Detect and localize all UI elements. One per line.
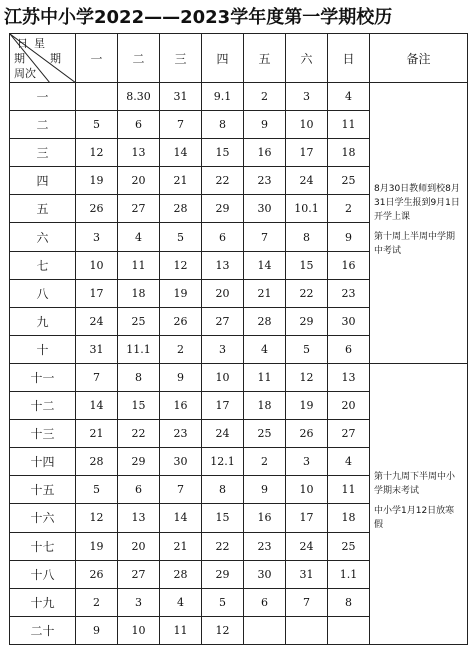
date-cell: 3 — [286, 83, 328, 111]
date-cell: 19 — [160, 279, 202, 307]
date-cell: 6 — [118, 111, 160, 139]
day-header-mon: 一 — [76, 34, 118, 83]
date-cell: 23 — [160, 420, 202, 448]
date-cell: 28 — [76, 448, 118, 476]
date-cell: 20 — [118, 167, 160, 195]
day-header-sat: 六 — [286, 34, 328, 83]
date-cell: 27 — [118, 195, 160, 223]
date-cell: 14 — [160, 139, 202, 167]
date-cell: 28 — [160, 560, 202, 588]
note-text: 中小学1月12日放寒假 — [374, 505, 455, 530]
date-cell: 5 — [202, 588, 244, 616]
date-cell: 11 — [244, 363, 286, 391]
date-cell: 16 — [160, 392, 202, 420]
date-cell: 7 — [160, 476, 202, 504]
day-header-thu: 四 — [202, 34, 244, 83]
week-number-cell: 五 — [10, 195, 76, 223]
corner-label-xing: 星 — [34, 37, 45, 50]
date-cell: 17 — [202, 392, 244, 420]
date-cell: 25 — [118, 307, 160, 335]
date-cell: 26 — [160, 307, 202, 335]
week-number-cell: 三 — [10, 139, 76, 167]
date-cell: 9 — [76, 616, 118, 644]
corner-label-ri: 日 — [17, 37, 28, 50]
date-cell: 7 — [160, 111, 202, 139]
date-cell: 13 — [328, 363, 370, 391]
date-cell: 11 — [328, 111, 370, 139]
corner-label-qi: 期 — [14, 52, 25, 65]
date-cell: 22 — [202, 532, 244, 560]
notes-cell-upper — [370, 83, 468, 364]
date-cell: 31 — [76, 335, 118, 363]
week-number-cell: 十 — [10, 335, 76, 363]
date-cell: 30 — [244, 560, 286, 588]
date-cell — [76, 83, 118, 111]
header-row — [10, 34, 468, 83]
note-text: 第十周上半周中学期中考试 — [374, 231, 456, 256]
week-number-cell: 四 — [10, 167, 76, 195]
date-cell: 17 — [286, 504, 328, 532]
week-number-cell: 十一 — [10, 363, 76, 391]
date-cell: 26 — [286, 420, 328, 448]
date-cell: 17 — [76, 279, 118, 307]
date-cell: 10 — [76, 251, 118, 279]
date-cell: 12 — [286, 363, 328, 391]
date-cell: 30 — [160, 448, 202, 476]
date-cell: 31 — [286, 560, 328, 588]
date-cell: 16 — [328, 251, 370, 279]
date-cell: 8 — [286, 223, 328, 251]
day-header-wed: 三 — [160, 34, 202, 83]
date-cell: 17 — [286, 139, 328, 167]
date-cell: 25 — [328, 167, 370, 195]
date-cell: 10 — [286, 111, 328, 139]
date-cell: 30 — [244, 195, 286, 223]
date-cell: 18 — [244, 392, 286, 420]
date-cell: 29 — [118, 448, 160, 476]
date-cell: 8 — [202, 111, 244, 139]
date-cell: 8 — [202, 476, 244, 504]
date-cell: 22 — [202, 167, 244, 195]
date-cell: 18 — [118, 279, 160, 307]
date-cell: 13 — [118, 504, 160, 532]
date-cell: 10 — [118, 616, 160, 644]
week-number-cell: 二 — [10, 111, 76, 139]
date-cell: 12 — [76, 139, 118, 167]
day-header-sun: 日 — [328, 34, 370, 83]
date-cell: 27 — [118, 560, 160, 588]
date-cell: 29 — [202, 195, 244, 223]
date-cell: 19 — [286, 392, 328, 420]
note-text: 8月30日教师到校8月31日学生报到9月1日开学上课 — [374, 183, 460, 222]
date-cell: 3 — [286, 448, 328, 476]
date-cell: 11 — [118, 251, 160, 279]
date-cell — [244, 616, 286, 644]
corner-label-zhouci: 周次 — [14, 67, 36, 80]
week-number-cell: 九 — [10, 307, 76, 335]
date-cell: 4 — [244, 335, 286, 363]
date-cell: 3 — [76, 223, 118, 251]
date-cell: 12 — [202, 616, 244, 644]
date-cell: 12 — [76, 504, 118, 532]
day-header-tue: 二 — [118, 34, 160, 83]
week-number-cell: 一 — [10, 83, 76, 111]
date-cell: 2 — [244, 448, 286, 476]
date-cell: 16 — [244, 139, 286, 167]
date-cell: 15 — [202, 139, 244, 167]
date-cell: 16 — [244, 504, 286, 532]
corner-label-qi: 期 — [50, 52, 61, 65]
date-cell: 28 — [160, 195, 202, 223]
notes-header: 备注 — [370, 34, 468, 83]
date-cell: 3 — [202, 335, 244, 363]
date-cell: 20 — [202, 279, 244, 307]
date-cell: 4 — [118, 223, 160, 251]
week-number-cell: 十四 — [10, 448, 76, 476]
date-cell: 2 — [244, 83, 286, 111]
date-cell: 2 — [160, 335, 202, 363]
date-cell: 6 — [118, 476, 160, 504]
date-cell: 15 — [286, 251, 328, 279]
date-cell: 21 — [160, 532, 202, 560]
date-cell: 24 — [202, 420, 244, 448]
date-cell: 1.1 — [328, 560, 370, 588]
date-cell: 8.30 — [118, 83, 160, 111]
date-cell: 24 — [286, 167, 328, 195]
school-calendar-table — [9, 33, 468, 645]
date-cell: 29 — [286, 307, 328, 335]
week-number-cell: 十七 — [10, 532, 76, 560]
date-cell: 13 — [202, 251, 244, 279]
date-cell: 13 — [118, 139, 160, 167]
date-cell: 7 — [76, 363, 118, 391]
date-cell: 5 — [286, 335, 328, 363]
date-cell: 12.1 — [202, 448, 244, 476]
date-cell: 5 — [160, 223, 202, 251]
date-cell: 10 — [202, 363, 244, 391]
date-cell: 9 — [328, 223, 370, 251]
date-cell: 31 — [160, 83, 202, 111]
date-cell: 18 — [328, 139, 370, 167]
date-cell: 23 — [244, 532, 286, 560]
corner-header-cell — [10, 34, 76, 83]
date-cell: 9 — [244, 111, 286, 139]
note-text: 第十九周下半周中小学期末考试 — [374, 471, 456, 496]
date-cell: 27 — [328, 420, 370, 448]
date-cell: 14 — [244, 251, 286, 279]
date-cell: 9 — [244, 476, 286, 504]
date-cell: 7 — [286, 588, 328, 616]
date-cell — [286, 616, 328, 644]
date-cell: 22 — [118, 420, 160, 448]
date-cell: 14 — [76, 392, 118, 420]
table-row — [10, 363, 468, 391]
date-cell: 29 — [202, 560, 244, 588]
date-cell: 10 — [286, 476, 328, 504]
date-cell: 8 — [328, 588, 370, 616]
date-cell: 22 — [286, 279, 328, 307]
date-cell: 21 — [160, 167, 202, 195]
week-number-cell: 六 — [10, 223, 76, 251]
date-cell: 8 — [118, 363, 160, 391]
date-cell: 25 — [244, 420, 286, 448]
week-number-cell: 十八 — [10, 560, 76, 588]
date-cell: 15 — [202, 504, 244, 532]
date-cell: 21 — [244, 279, 286, 307]
page-title: 江苏中小学2022——2023学年度第一学期校历 — [4, 7, 393, 28]
date-cell: 4 — [160, 588, 202, 616]
week-number-cell: 八 — [10, 279, 76, 307]
date-cell: 23 — [328, 279, 370, 307]
week-number-cell: 十二 — [10, 392, 76, 420]
date-cell: 26 — [76, 560, 118, 588]
date-cell: 18 — [328, 504, 370, 532]
date-cell: 2 — [328, 195, 370, 223]
date-cell: 27 — [202, 307, 244, 335]
date-cell: 19 — [76, 167, 118, 195]
date-cell: 20 — [328, 392, 370, 420]
date-cell: 25 — [328, 532, 370, 560]
date-cell: 26 — [76, 195, 118, 223]
date-cell: 2 — [76, 588, 118, 616]
date-cell: 5 — [76, 476, 118, 504]
week-number-cell: 十五 — [10, 476, 76, 504]
date-cell: 11 — [328, 476, 370, 504]
date-cell: 14 — [160, 504, 202, 532]
date-cell — [328, 616, 370, 644]
week-number-cell: 二十 — [10, 616, 76, 644]
date-cell: 5 — [76, 111, 118, 139]
week-number-cell: 七 — [10, 251, 76, 279]
week-number-cell: 十三 — [10, 420, 76, 448]
date-cell: 6 — [328, 335, 370, 363]
date-cell: 4 — [328, 448, 370, 476]
date-cell: 28 — [244, 307, 286, 335]
date-cell: 9.1 — [202, 83, 244, 111]
date-cell: 6 — [244, 588, 286, 616]
date-cell: 21 — [76, 420, 118, 448]
notes-cell-lower — [370, 363, 468, 644]
date-cell: 30 — [328, 307, 370, 335]
date-cell: 19 — [76, 532, 118, 560]
week-number-cell: 十九 — [10, 588, 76, 616]
date-cell: 7 — [244, 223, 286, 251]
date-cell: 11.1 — [118, 335, 160, 363]
table-row — [10, 83, 468, 111]
date-cell: 4 — [328, 83, 370, 111]
date-cell: 20 — [118, 532, 160, 560]
date-cell: 15 — [118, 392, 160, 420]
date-cell: 12 — [160, 251, 202, 279]
week-number-cell: 十六 — [10, 504, 76, 532]
date-cell: 24 — [286, 532, 328, 560]
date-cell: 23 — [244, 167, 286, 195]
date-cell: 24 — [76, 307, 118, 335]
date-cell: 10.1 — [286, 195, 328, 223]
date-cell: 3 — [118, 588, 160, 616]
date-cell: 9 — [160, 363, 202, 391]
day-header-fri: 五 — [244, 34, 286, 83]
date-cell: 6 — [202, 223, 244, 251]
date-cell: 11 — [160, 616, 202, 644]
